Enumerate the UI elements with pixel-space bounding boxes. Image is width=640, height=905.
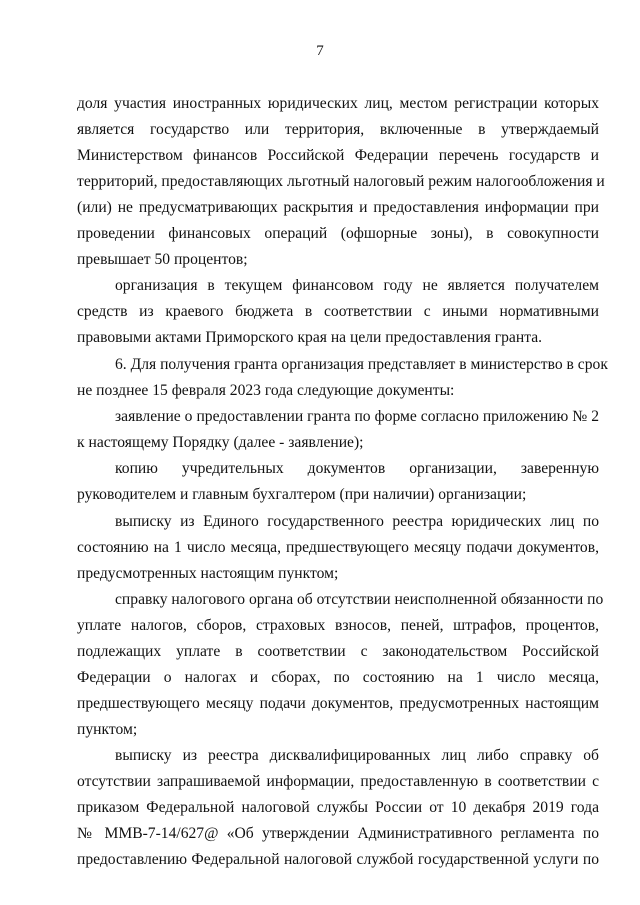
text-line: не позднее 15 февраля 2023 года следующие документы: [77, 382, 455, 399]
text-line: руководителем и главным бухгалтером (при наличии) организации; [77, 486, 527, 503]
text-line: копию учредительных документов организации, заверенную [115, 460, 599, 477]
page-number: 7 [316, 43, 324, 59]
text-line: предшествующего месяцу подачи документов, предусмотренных настоящим [77, 695, 599, 712]
text-line: территорий, предоставляющих льготный налоговый режим налогообложения и [77, 173, 605, 190]
text-line: предусмотренных настоящим пунктом; [77, 565, 339, 582]
text-line: Министерством финансов Российской Федерации перечень государств и [77, 147, 599, 164]
text-line: выписку из реестра дисквалифицированных лиц либо справку об [115, 747, 599, 764]
text-line: правовыми актами Приморского края на цели предоставления гранта. [77, 329, 543, 346]
text-line: (или) не предусматривающих раскрытия и предоставления информации при [77, 199, 599, 216]
text-line: Федерации о налогах и сборах, по состоянию на 1 число месяца, [77, 669, 599, 686]
text-line: организация в текущем финансовом году не является получателем [115, 277, 599, 294]
text-line: уплате налогов, сборов, страховых взносов, пеней, штрафов, процентов, [77, 617, 599, 634]
text-line: превышает 50 процентов; [77, 251, 248, 268]
text-line: отсутствии запрашиваемой информации, предоставленную в соответствии с [77, 773, 599, 790]
text-line: 6. Для получения гранта организация представляет в министерство в срок [115, 356, 608, 373]
text-line: № ММВ-7-14/627@ «Об утверждении Административного регламента по [77, 825, 599, 842]
text-line: заявление о предоставлении гранта по форме согласно приложению № 2 [115, 408, 599, 425]
text-line: подлежащих уплате в соответствии с законодательством Российской [77, 643, 599, 660]
text-line: является государство или территория, включенные в утверждаемый [77, 121, 599, 138]
text-line: средств из краевого бюджета в соответствии с иными нормативными [77, 303, 599, 320]
text-line: предоставлению Федеральной налоговой службой государственной услуги по [77, 851, 599, 868]
text-line: выписку из Единого государственного реестра юридических лиц по [115, 513, 599, 530]
text-line: состоянию на 1 число месяца, предшествующего месяцу подачи документов, [77, 539, 599, 556]
text-line: пунктом; [77, 721, 138, 738]
text-line: к настоящему Порядку (далее - заявление); [77, 434, 364, 451]
text-line: справку налогового органа об отсутствии неисполненной обязанности по [115, 591, 604, 608]
text-line: доля участия иностранных юридических лиц, местом регистрации которых [77, 95, 599, 112]
text-line: приказом Федеральной налоговой службы России от 10 декабря 2019 года [77, 799, 599, 816]
text-line: проведении финансовых операций (офшорные зоны), в совокупности [77, 225, 599, 242]
